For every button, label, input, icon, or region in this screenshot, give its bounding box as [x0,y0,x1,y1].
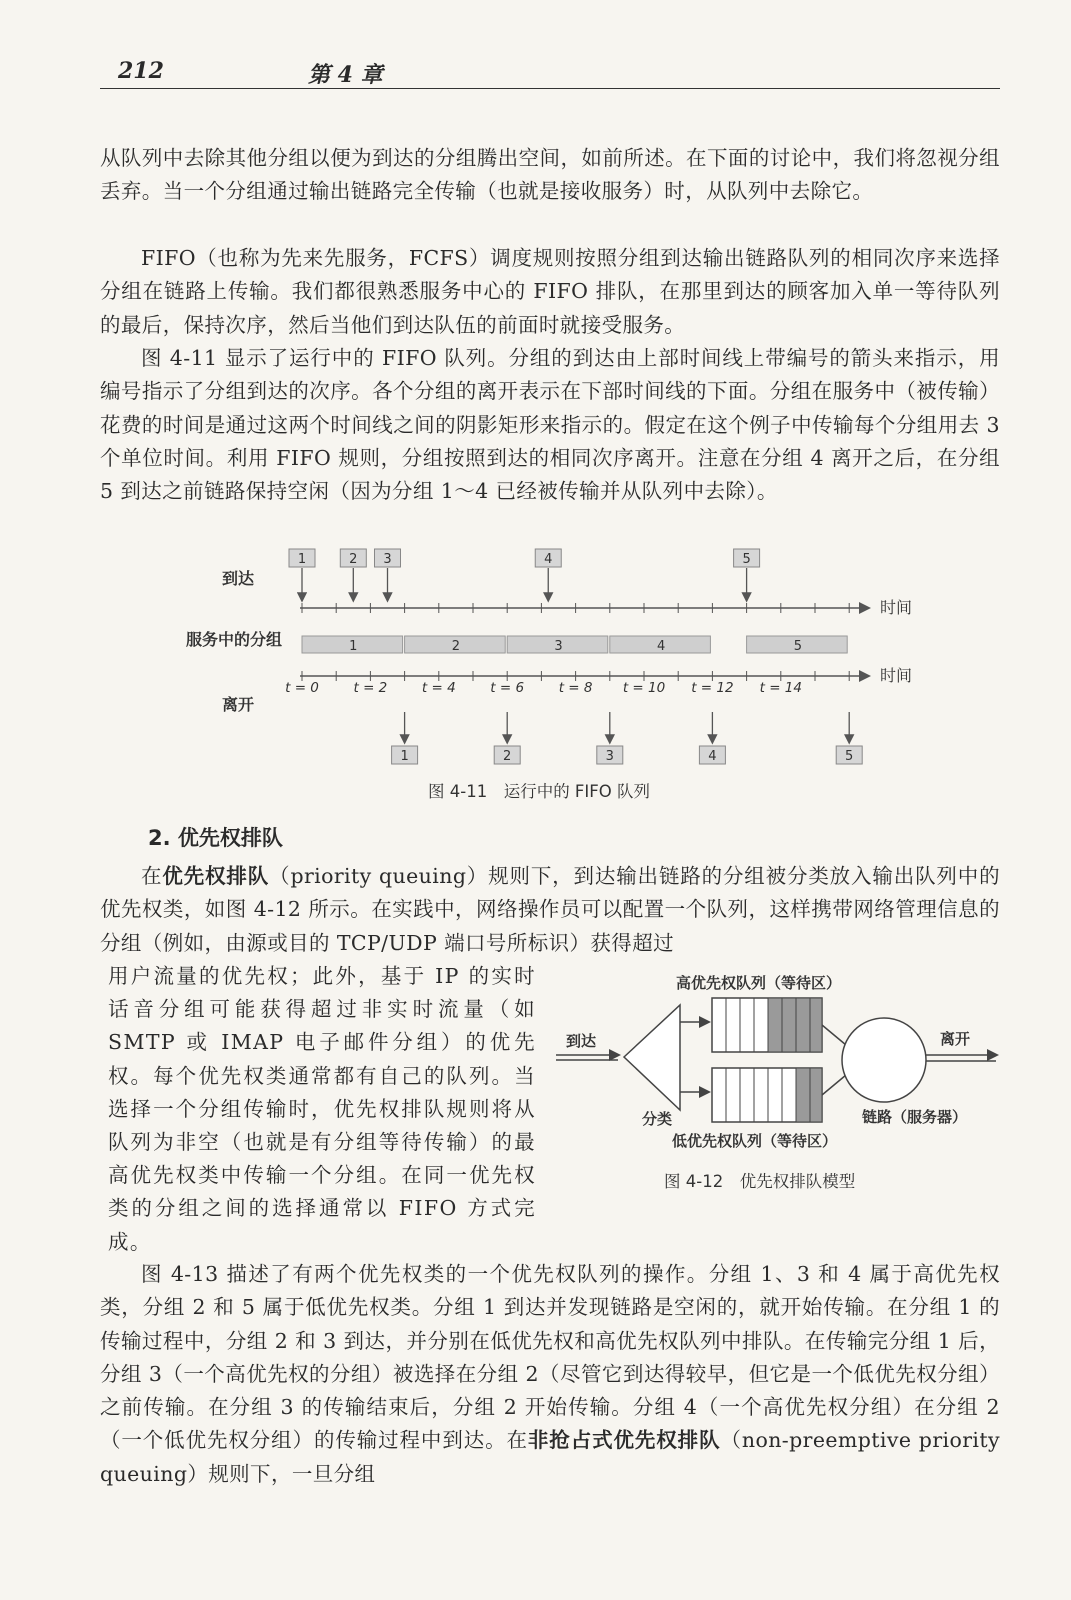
low-priority-queue [712,1068,822,1122]
departure-packet-label: 3 [605,749,614,764]
paragraph-2: FIFO（也称为先来先服务，FCFS）调度规则按照分组到达输出链路队列的相同次序来选择分组在链路上传输。我们都很熟悉服务中心的 FIFO 排队，在那里到达的顾客加入单一等待队列的最后，保持次序，然后当他们到达队伍的前面时就接受服务。 [100,246,1000,337]
arrival-packet-label: 4 [544,552,553,567]
p4-rest: （priority queuing）规则下，到达输出链路的分组被分类放入输出队列中的优先权类，如图 4-12 所示。在实践中，网络操作员可以配置一个队列，这样携带网络管理信息的分组（例如，由源或目的 TCP/UDP 端口号所标识）获得超过 [100,864,1001,955]
figure-4-12-priority-model [540,960,1010,1200]
time-tick-label: t = 14 [759,680,802,696]
service-marks [302,636,847,654]
departure-packet-label: 5 [845,749,854,764]
departure-packet-label: 4 [708,749,717,764]
figure-4-11-caption: 图 4-11 运行中的 FIFO 队列 [428,782,651,801]
paragraph-5: 用户流量的优先权；此外，基于 IP 的实时话音分组可能获得超过非实时流量（如 SMTP 或 IMAP 电子邮件分组）的优先权。每个优先权类通常都有自己的队列。当选择一个分组传输时，优先权排队规则将从队列为非空（也就是有分组等待传输）的最高优先权类中传输一个分组。在同一优先权类的分组之间的选择通常以 FIFO 方式完成。 [108,964,536,1254]
time-tick-label: t = 4 [421,680,456,696]
paragraph-4 [100,860,1000,960]
p4-lead: 在 [141,864,163,888]
link-label: 链路（服务器） [862,1108,968,1126]
low-queue-label: 低优先权队列（等待区） [672,1132,838,1150]
depart-label: 离开 [940,1030,971,1048]
arrival-packet-label: 5 [742,552,751,567]
classifier-triangle [624,1005,680,1110]
figure-4-11-fifo-diagram [0,540,1071,780]
paragraph-6 [100,1258,1000,1491]
service-packet-label: 5 [793,639,803,654]
arrival-packet-label: 2 [349,552,358,567]
p6-rest: （non-preemptive priority queuing）规则下，一旦分组 [100,1428,1001,1486]
p6-lead: 图 4-13 描述了有两个优先权类的一个优先权队列的操作。分组 1、3 和 4 属于高优先权类，分组 2 和 5 属于低优先权类。分组 1 到达并发现链路是空闲的，就开始传输。在分组 1 的传输过程中，分组 2 和 3 到达，并分别在低优先权和高优先权队列中排队。在传输完分组 1 后，分组 3（一个高优先权的分组）被选择在分组 2（尽管它到达得较早，但它是一个低优先权分组）之前传输。在分组 3 的传输结束后，分组 2 开始传输。分组 4（一个高优先权分组）在分组 2（一个低优先权分组）的传输过程中到达。在 [100,1262,1000,1453]
departure-marks [392,712,863,764]
time-tick-label: t = 10 [622,680,666,696]
classify-label: 分类 [642,1110,673,1128]
service-packet-label: 4 [656,639,666,654]
page-header [100,52,1000,89]
upper-time-label: 时间 [880,598,913,617]
departures-label: 离开 [222,695,255,714]
service-packet-label: 1 [349,639,358,654]
non-preemptive-term: 非抢占式优先权排队 [527,1428,721,1453]
departure-packet-label: 1 [400,749,409,764]
page-number: 212 [118,58,164,84]
service-packet-label: 3 [554,639,563,654]
arrivals-label-412: 到达 [566,1032,597,1050]
link-server-circle [842,1018,926,1102]
high-priority-queue [712,998,822,1052]
arrival-marks [289,549,760,600]
departure-packet-label: 2 [503,749,512,764]
priority-queuing-term: 优先权排队 [162,864,270,888]
paragraph-1: 从队列中去除其他分组以便为到达的分组腾出空间，如前所述。在下面的讨论中，我们将忽视分组丢弃。当一个分组通过输出链路完全传输（也就是接收服务）时，从队列中去除它。 [100,146,1000,204]
service-packet-label: 2 [451,639,461,654]
time-tick-label: t = 6 [490,680,525,696]
arrival-packet-label: 1 [297,552,307,567]
time-tick-label: t = 2 [353,680,388,696]
section-heading: 2. 优先权排队 [148,826,283,850]
arrivals-label: 到达 [222,569,255,588]
time-tick-label: t = 0 [285,680,319,696]
paragraph-3: 图 4-11 显示了运行中的 FIFO 队列。分组的到达由上部时间线上带编号的箭头来指示，用编号指示了分组到达的次序。各个分组的离开表示在下部时间线的下面。分组在服务中（被传输）花费的时间是通过这两个时间线之间的阴影矩形来指示的。假定在这个例子中传输每个分组用去 3 个单位时间。利用 FIFO 规则，分组按照到达的相同次序离开。注意在分组 4 离开之后，在分组 5 到达之前链路保持空闲（因为分组 1～4 已经被传输并从队列中去除）。 [100,346,1000,504]
chapter-title: 第 4 章 [308,62,383,88]
lower-time-label: 时间 [880,666,913,685]
arrival-packet-label: 3 [383,552,392,567]
in-service-label: 服务中的分组 [186,630,283,649]
high-queue-label: 高优先权队列（等待区） [676,974,842,992]
time-tick-label: t = 8 [558,680,593,696]
time-tick-label: t = 12 [691,680,734,696]
tick-label-marks [285,680,802,696]
figure-4-12-caption: 图 4-12 优先权排队模型 [664,1172,856,1191]
